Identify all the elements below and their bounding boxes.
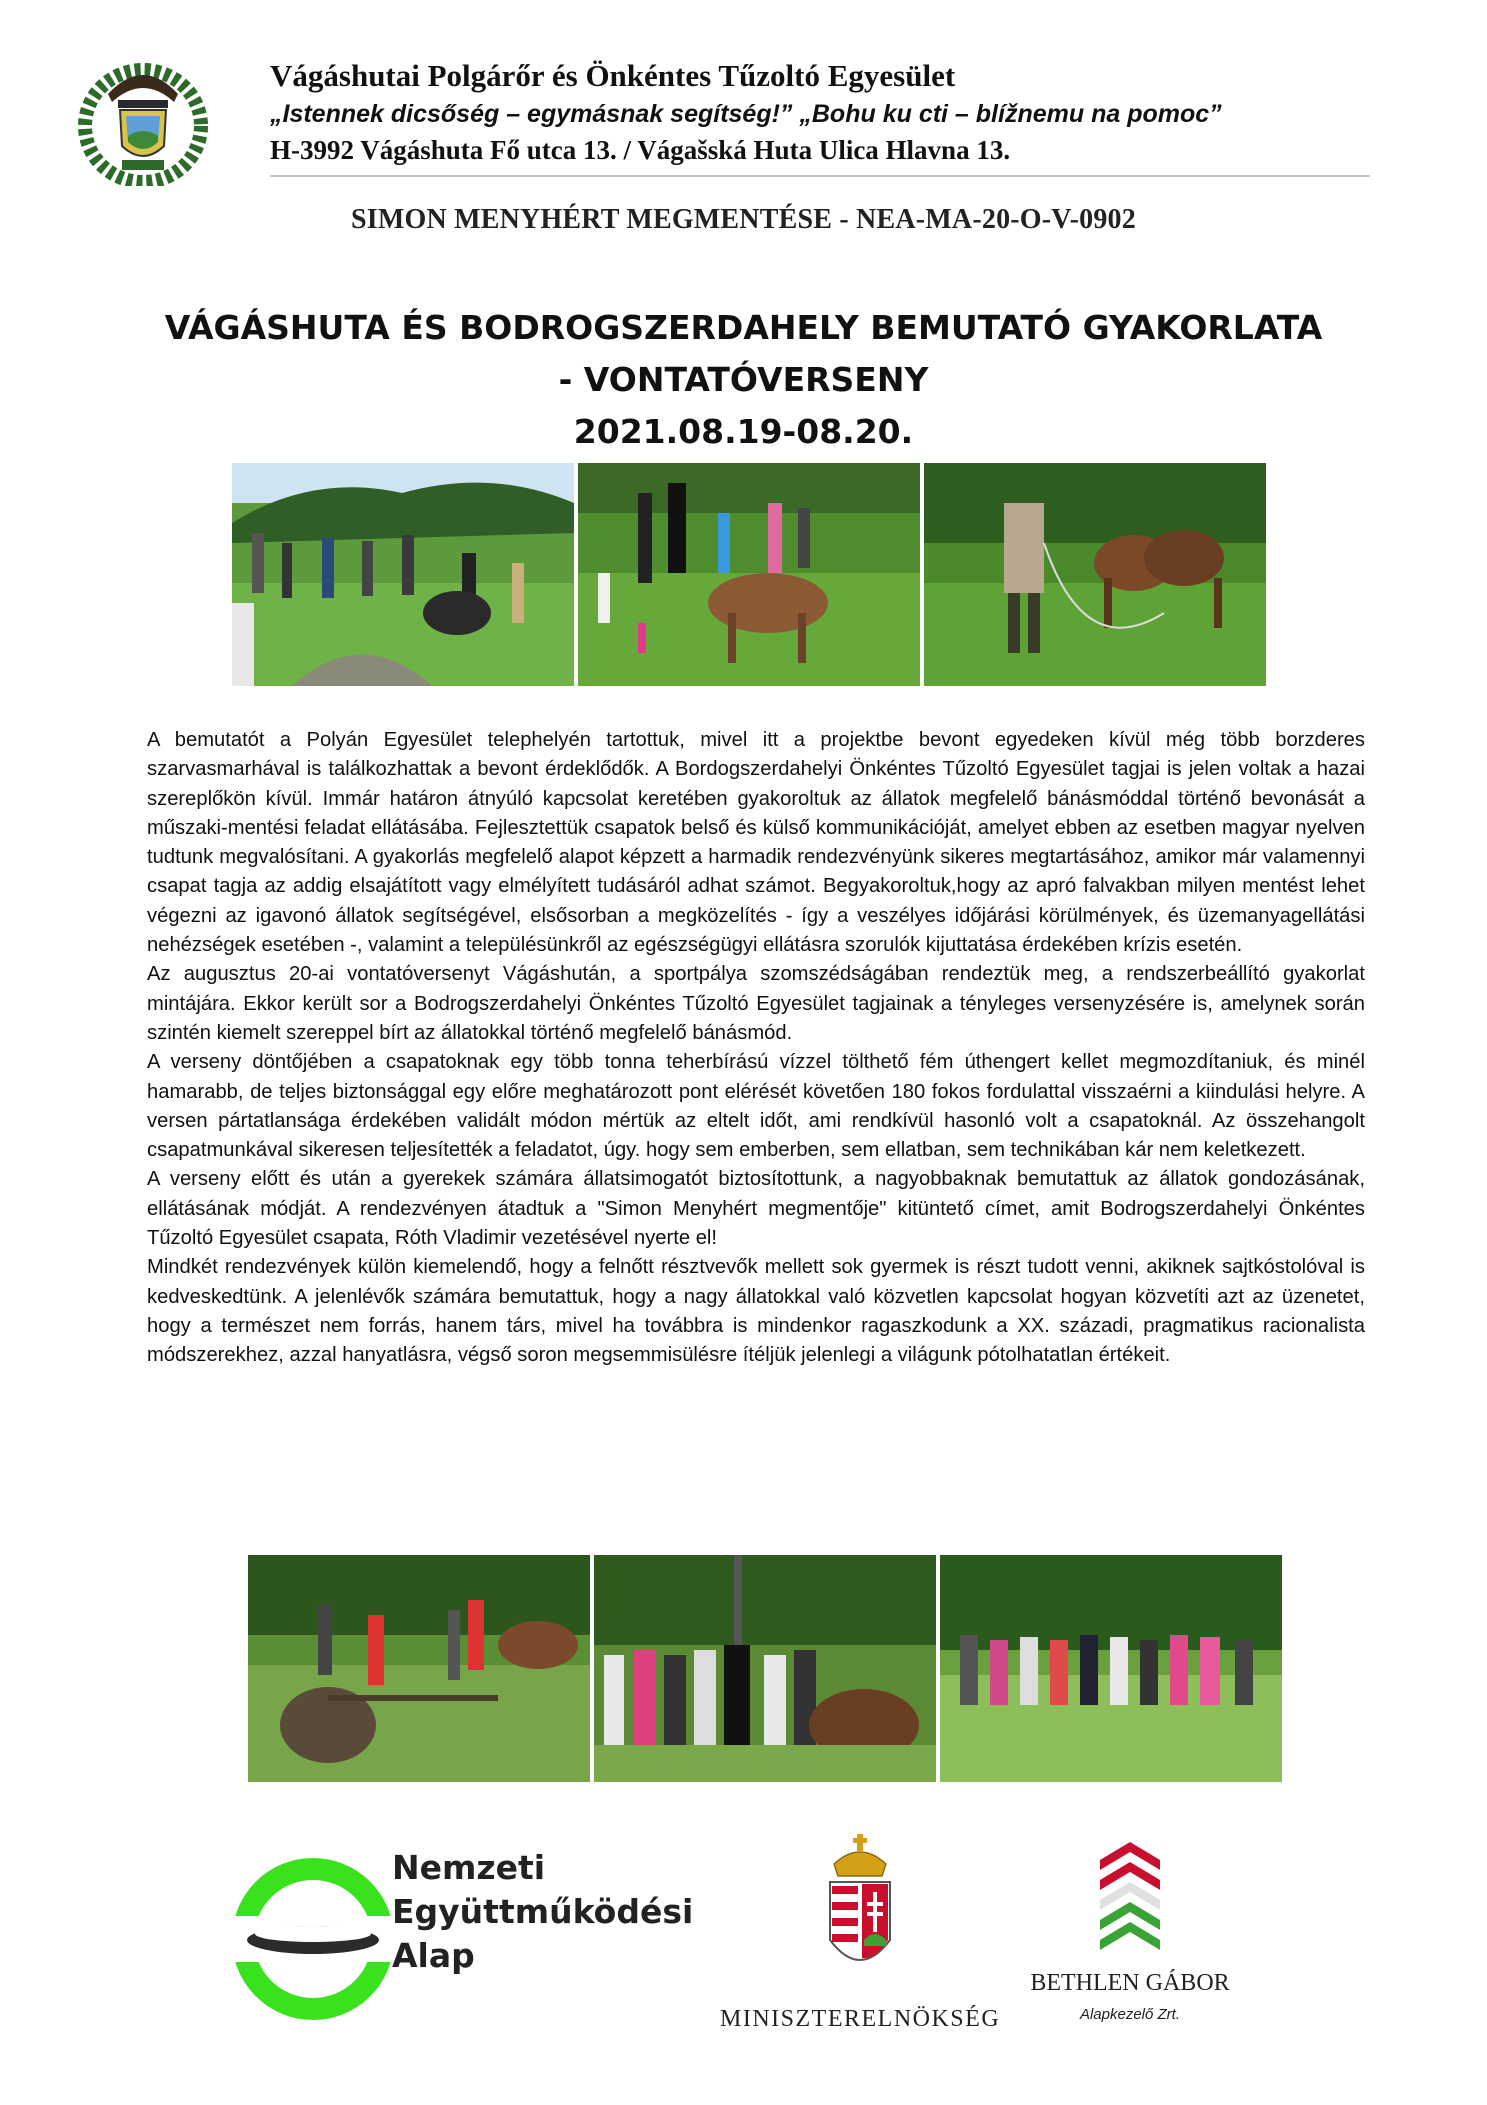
organization-info: [270, 56, 1222, 168]
header-divider: [270, 175, 1370, 177]
photo-visitors-with-donkey: [232, 463, 574, 686]
title-line-1: VÁGÁSHUTA ÉS BODROGSZERDAHELY BEMUTATÓ GYAKORLATA: [164, 308, 1323, 347]
top-photo-strip: [232, 463, 1266, 686]
photo-man-with-oxen: [924, 463, 1266, 686]
title-date: 2021.08.19-08.20.: [573, 412, 914, 451]
prime-ministers-office-logo: [720, 1830, 1000, 2060]
paragraph-2: Az augusztus 20-ai vontatóversenyt Vágáshután, a sportpálya szomszédságában rendeztük meg, a rendszerbeállító gyakorlat mintájára. Ekkor került sor a Bodrogszerdahelyi Önkéntes Tűzoltó Egyesület tagjainak a tényleges versenyzésére is, amelynek során szintén kiemelt szereppel bírt az állatokkal történő megfelelő bánásmód.: [147, 963, 1365, 1044]
letterhead: [78, 56, 1368, 186]
bethlen-gabor-fund-logo: [1030, 1840, 1230, 2060]
photo-crowd-with-cattle: [594, 1555, 936, 1782]
project-code-heading: SIMON MENYHÉRT MEGMENTÉSE - NEA-MA-20-O-V-0902: [351, 204, 1136, 235]
nea-word-1: Nemzeti: [392, 1848, 546, 1887]
bottom-photo-strip: [248, 1555, 1282, 1782]
prime-ministers-office-label: MINISZTERELNÖKSÉG: [720, 2006, 1001, 2032]
photo-group-on-meadow: [940, 1555, 1282, 1782]
nea-word-3: Alap: [392, 1936, 475, 1975]
paragraph-5: Mindkét rendezvények külön kiemelendő, hogy a felnőtt résztvevők mellett sok gyermek is részt tudott venni, akiknek sajtkóstolóval is kedveskedtünk. A jelenlévők számára bemutattuk, hogy a nagy állatokkal való közvetlen kapcsolat hogyan közvetíti azt az üzenetet, hogy a természet nem forrás, hanem társ, mivel ha továbbra is mindenkor ragaszkodunk a XX. századi, pragmatikus racionalista módszerekhez, azzal hanyatlásra, végső soron megsemmisülésre ítéljük jelenlegi a világunk pótolhatatlan értékeit.: [147, 1256, 1365, 1367]
organization-name: Vágáshutai Polgárőr és Önkéntes Tűzoltó Egyesület: [270, 58, 956, 93]
nea-ring-icon: [228, 1854, 398, 2024]
paragraph-3: A verseny döntőjében a csapatoknak egy több tonna teherbírású vízzel tölthető fém úthengert kellet megmozdítaniuk, és minél hamarabb, de teljes biztonsággal egy előre meghatározott pont elérését követően 180 fokos fordulattal visszaérni a kiindulási helyre. A versen pártatlansága érdekében validált módon mértük az eltelt időt, ami rendkívül hasonló volt a csapatoknál. Az összehangolt csapatmunkával sikeresen teljesítették a feladatot, úgy. hogy sem emberben, sem ellatban, sem technikában kár nem keletkezett.: [147, 1051, 1365, 1162]
nea-word-2: Együttműködési: [392, 1892, 694, 1931]
bethlen-gabor-subtitle: Alapkezelő Zrt.: [1079, 2006, 1181, 2023]
title-line-2: - VONTATÓVERSENY: [558, 360, 929, 399]
paragraph-4: A verseny előtt és után a gyerekek számára állatsimogatót biztosítottunk, a nagyobbaknak bemutattuk az állatok gondozásának, ellátásának módját. A rendezvényen átadtuk a "Simon Menyhért megmentője" kitüntető címet, amit Bodrogszerdahelyi Önkéntes Tűzoltó Egyesület csapata, Róth Vladimir vezetésével nyerte el!: [147, 1168, 1365, 1250]
hungarian-coat-of-arms-icon: [820, 1830, 900, 1990]
photo-roller-and-oxen: [248, 1555, 590, 1782]
association-emblem-logo: [78, 56, 208, 186]
organization-motto: „Istennek dicsőség – egymásnak segítség!” „Bohu ku cti – blížnemu na pomoc”: [270, 100, 1222, 128]
sponsor-logos: [0, 1830, 1487, 2070]
nea-wordmark: [392, 1846, 693, 1978]
nea-logo: [228, 1846, 708, 2036]
bethlen-gabor-emblem-icon: [1080, 1840, 1180, 1960]
document-title: [0, 302, 1487, 458]
paragraph-1: A bemutatót a Polyán Egyesület telephelyén tartottuk, mivel itt a projektbe bevont egyedeken kívül még több borzderes szarvasmarhával is találkozhattak a bevont érdeklődők. A Bordogszerdahelyi Önkéntes Tűzoltó Egyesület tagjai is jelen voltak a hazai szereplőkön kívül. Immár határon átnyúló kapcsolat keretében gyakoroltuk az állatok megfelelő bánásmóddal történő bevonását a műszaki-mentési feladat ellátásába. Fejlesztettük csapatok belső és külső kommunikációját, amelyet ebben az esetben magyar nyelven tudtunk megvalósítani. A gyakorlás megfelelő alapot képzett a harmadik rendezvényünk sikeres megtartásához, amikor már valamennyi csapat tagja az addig elsajátított vagy elmélyített tudásáról adhat számot. Begyakoroltuk,hogy az apró falvakban milyen mentést lehet végezni az igavonó állatok segítségével, elsősorban a megközelítés - így a veszélyes időjárási körülmények, és üzemanyagellátási nehézségek esetében -, valamint a településünkről az egészségügyi ellátásra szorulók kijuttatása érdekében krízis esetén.: [147, 729, 1365, 957]
bethlen-gabor-name: BETHLEN GÁBOR: [1030, 1970, 1230, 1996]
article-body: [147, 726, 1365, 1371]
photo-children-with-calf: [578, 463, 920, 686]
organization-address: H-3992 Vágáshuta Fő utca 13. / Vágašská Huta Ulica Hlavna 13.: [270, 135, 1011, 165]
